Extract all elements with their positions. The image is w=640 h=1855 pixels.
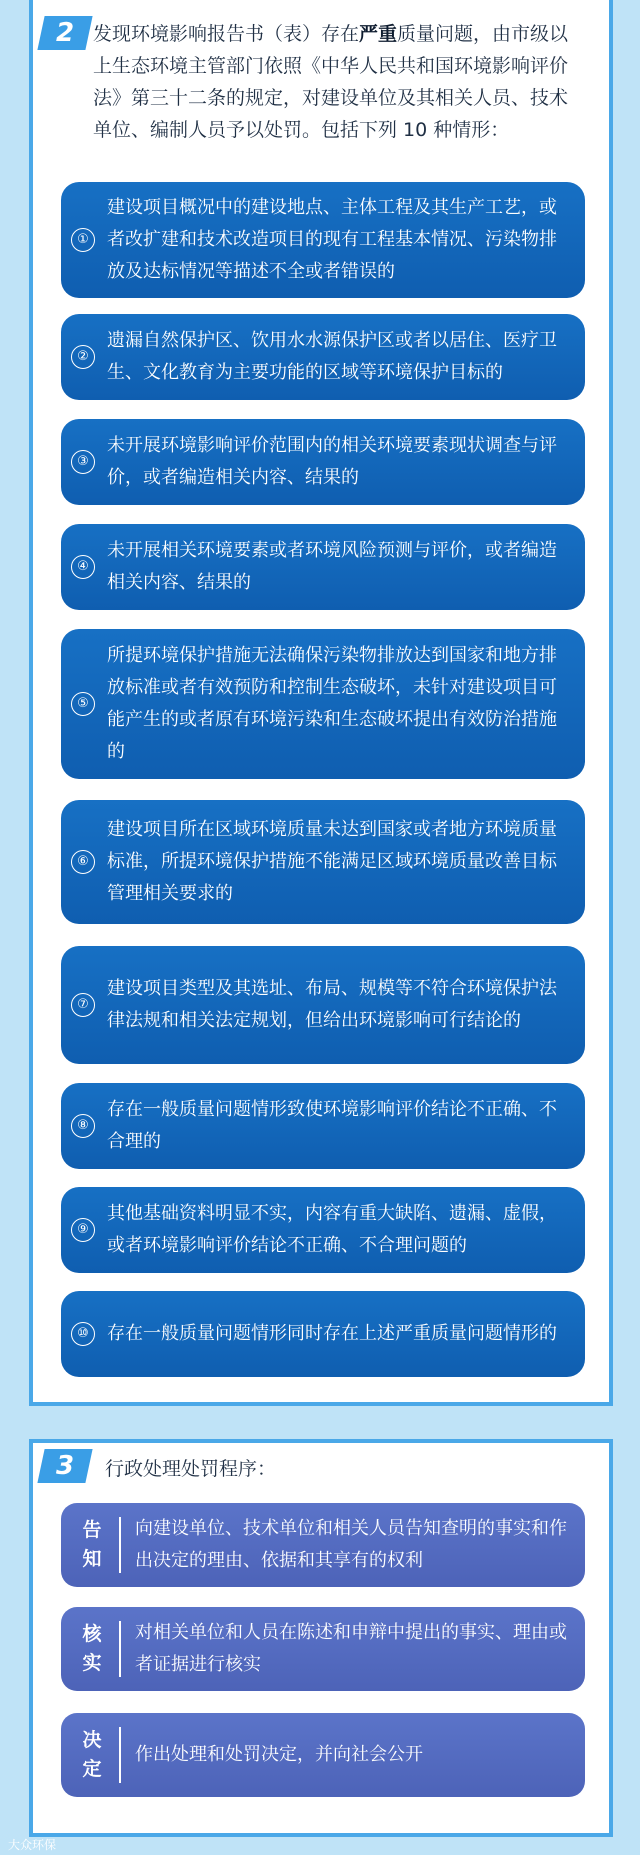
item-number: ⑥ [71, 850, 95, 874]
section-2-panel [29, 0, 613, 1406]
intro-bold-word: 严重 [359, 23, 398, 45]
violation-item-5 [61, 629, 585, 779]
procedure-step-decide [61, 1713, 585, 1797]
violation-item-2 [61, 314, 585, 400]
step-text: 对相关单位和人员在陈述和申辩中提出的事实、理由或者证据进行核实 [135, 1622, 567, 1675]
step-label: 核实 [82, 1623, 102, 1674]
item-text: 所提环境保护措施无法确保污染物排放达到国家和地方排放标准或者有效预防和控制生态破坏，未针对建设项目可能产生的或者原有环境污染和生态破坏提出有效防治措施的 [107, 645, 557, 762]
item-number: ⑩ [71, 1322, 95, 1346]
section-3-title: 行政处理处罚程序： [105, 1458, 277, 1480]
item-number: ① [71, 228, 95, 252]
item-text: 遗漏自然保护区、饮用水水源保护区或者以居住、医疗卫生、文化教育为主要功能的区域等环境保护目标的 [107, 330, 557, 383]
step-label: 决定 [82, 1729, 102, 1780]
item-text: 建设项目概况中的建设地点、主体工程及其生产工艺，或者改扩建和技术改造项目的现有工程基本情况、污染物排放及达标情况等描述不全或者错误的 [107, 197, 557, 282]
item-number: ⑤ [71, 692, 95, 716]
item-number: ② [71, 345, 95, 369]
step-divider [119, 1517, 121, 1573]
section-2-intro: 发现环境影响报告书（表）存在严重质量问题，由市级以上生态环境主管部门依照《中华人民共和国环境影响评价法》第三十二条的规定，对建设单位及其相关人员、技术单位、编制人员予以处罚。包括下列 10 种情形： [93, 23, 569, 141]
item-text: 未开展环境影响评价范围内的相关环境要素现状调查与评价，或者编造相关内容、结果的 [107, 435, 557, 488]
item-number: ③ [71, 450, 95, 474]
item-number: ⑧ [71, 1114, 95, 1138]
item-text: 建设项目所在区域环境质量未达到国家或者地方环境质量标准，所提环境保护措施不能满足区域环境质量改善目标管理相关要求的 [107, 819, 557, 904]
item-number: ⑦ [71, 993, 95, 1017]
section-3-number-badge: 3 [37, 1449, 92, 1483]
step-label: 告知 [82, 1519, 102, 1570]
item-text: 未开展相关环境要素或者环境风险预测与评价，或者编造相关内容、结果的 [107, 540, 557, 593]
item-text: 其他基础资料明显不实，内容有重大缺陷、遗漏、虚假，或者环境影响评价结论不正确、不合理问题的 [107, 1203, 557, 1256]
step-divider [119, 1727, 121, 1783]
watermark: 大众环保 [8, 1838, 57, 1852]
item-text: 存在一般质量问题情形致使环境影响评价结论不正确、不合理的 [107, 1099, 557, 1152]
step-text: 向建设单位、技术单位和相关人员告知查明的事实和作出决定的理由、依据和其享有的权利 [135, 1518, 567, 1571]
violation-item-6 [61, 800, 585, 924]
step-text: 作出处理和处罚决定，并向社会公开 [135, 1744, 423, 1765]
violation-item-8 [61, 1083, 585, 1169]
item-text: 建设项目类型及其选址、布局、规模等不符合环境保护法律法规和相关法定规划，但给出环境影响可行结论的 [107, 978, 557, 1031]
procedure-step-notify [61, 1503, 585, 1587]
item-text: 存在一般质量问题情形同时存在上述严重质量问题情形的 [107, 1323, 557, 1344]
section-2-number-badge: 2 [37, 16, 92, 50]
item-number: ④ [71, 555, 95, 579]
step-divider [119, 1621, 121, 1677]
violation-item-4 [61, 524, 585, 610]
violation-item-10 [61, 1291, 585, 1377]
violation-item-7 [61, 946, 585, 1064]
procedure-step-verify [61, 1607, 585, 1691]
item-number: ⑨ [71, 1218, 95, 1242]
violation-item-1 [61, 182, 585, 298]
violation-item-3 [61, 419, 585, 505]
section-3-panel [29, 1439, 613, 1837]
violation-item-9 [61, 1187, 585, 1273]
